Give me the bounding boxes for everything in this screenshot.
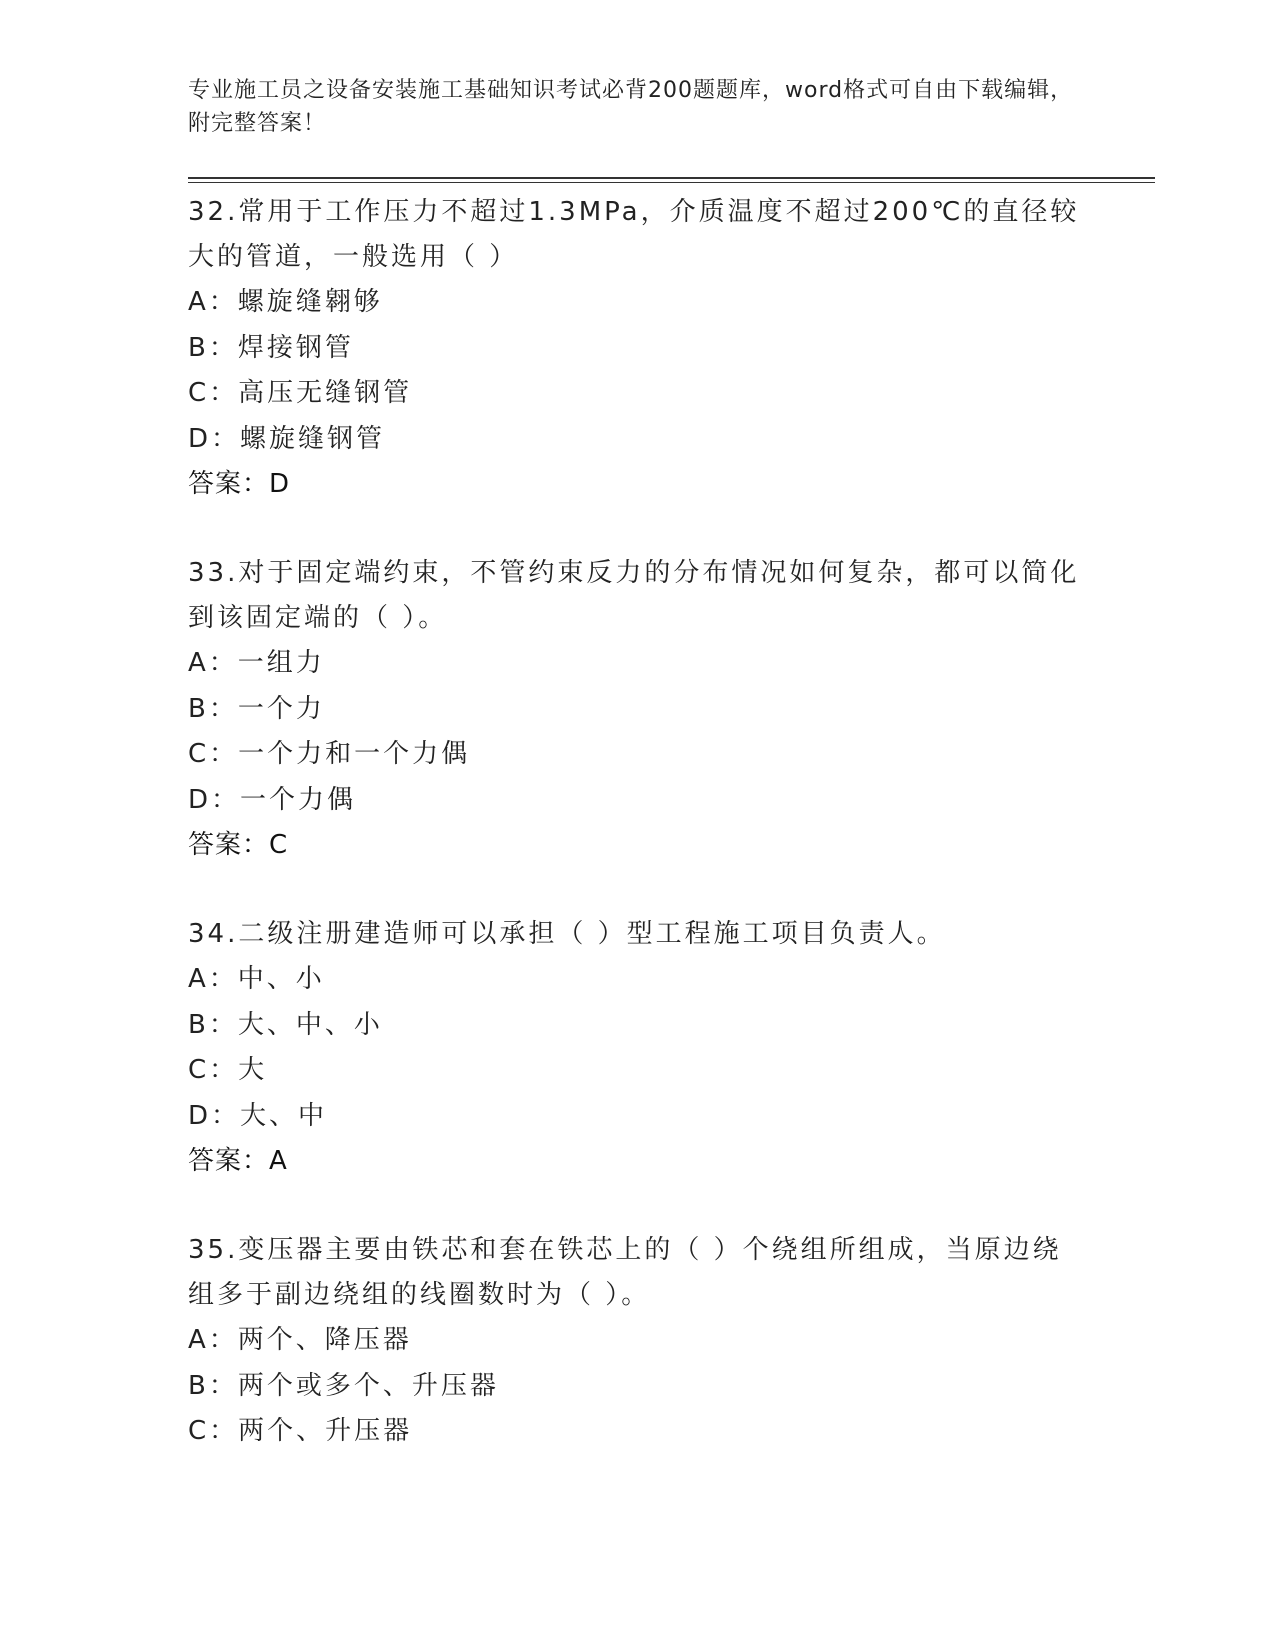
option-a: A：一组力 xyxy=(188,648,325,678)
option-c: C：高压无缝钢管 xyxy=(188,378,413,408)
question-text: 33.对于固定端约束，不管约束反力的分布情况如何复杂，都可以简化到该固定端的（ ）。 xyxy=(188,558,1080,633)
answer-value: D xyxy=(269,469,291,499)
header-rule-thin xyxy=(188,182,1155,183)
answer-line xyxy=(188,1139,1088,1184)
question-list xyxy=(188,190,1088,1499)
document-header: 专业施工员之设备安装施工基础知识考试必背200题题库，word格式可自由下载编辑，附完整答案！ xyxy=(188,78,1074,136)
option-d: D：大、中 xyxy=(188,1100,328,1131)
question-32 xyxy=(188,190,1088,507)
option-d: D：螺旋缝钢管 xyxy=(188,423,386,454)
answer-line xyxy=(188,823,1088,868)
option-b: B：一个力 xyxy=(188,693,325,724)
answer-label: 答案： xyxy=(188,830,270,860)
question-33 xyxy=(188,551,1088,868)
answer-value: A xyxy=(269,1146,288,1176)
question-text: 34.二级注册建造师可以承担（ ）型工程施工项目负责人。 xyxy=(188,919,946,949)
answer-line xyxy=(188,462,1088,507)
question-35 xyxy=(188,1228,1088,1455)
answer-label: 答案： xyxy=(188,469,270,499)
option-b: B：大、中、小 xyxy=(188,1009,383,1040)
option-c: C：两个、升压器 xyxy=(188,1416,413,1446)
option-b: B：焊接钢管 xyxy=(188,332,354,363)
option-c: C：一个力和一个力偶 xyxy=(188,739,471,769)
header-rule-thick xyxy=(188,177,1155,179)
answer-value: C xyxy=(269,830,289,860)
question-text: 35.变压器主要由铁芯和套在铁芯上的（ ）个绕组所组成，当原边绕组多于副边绕组的线圈数时为（ ）。 xyxy=(188,1235,1062,1310)
option-a: A：螺旋缝翱够 xyxy=(188,287,383,317)
option-a: A：两个、降压器 xyxy=(188,1325,412,1355)
answer-label: 答案： xyxy=(188,1146,270,1176)
option-d: D：一个力偶 xyxy=(188,784,357,815)
question-text: 32.常用于工作压力不超过1.3MPa，介质温度不超过200℃的直径较大的管道，一般选用（ ） xyxy=(188,197,1080,272)
option-c: C：大 xyxy=(188,1055,268,1085)
option-b: B：两个或多个、升压器 xyxy=(188,1370,499,1401)
question-34 xyxy=(188,912,1088,1184)
option-a: A：中、小 xyxy=(188,964,325,994)
